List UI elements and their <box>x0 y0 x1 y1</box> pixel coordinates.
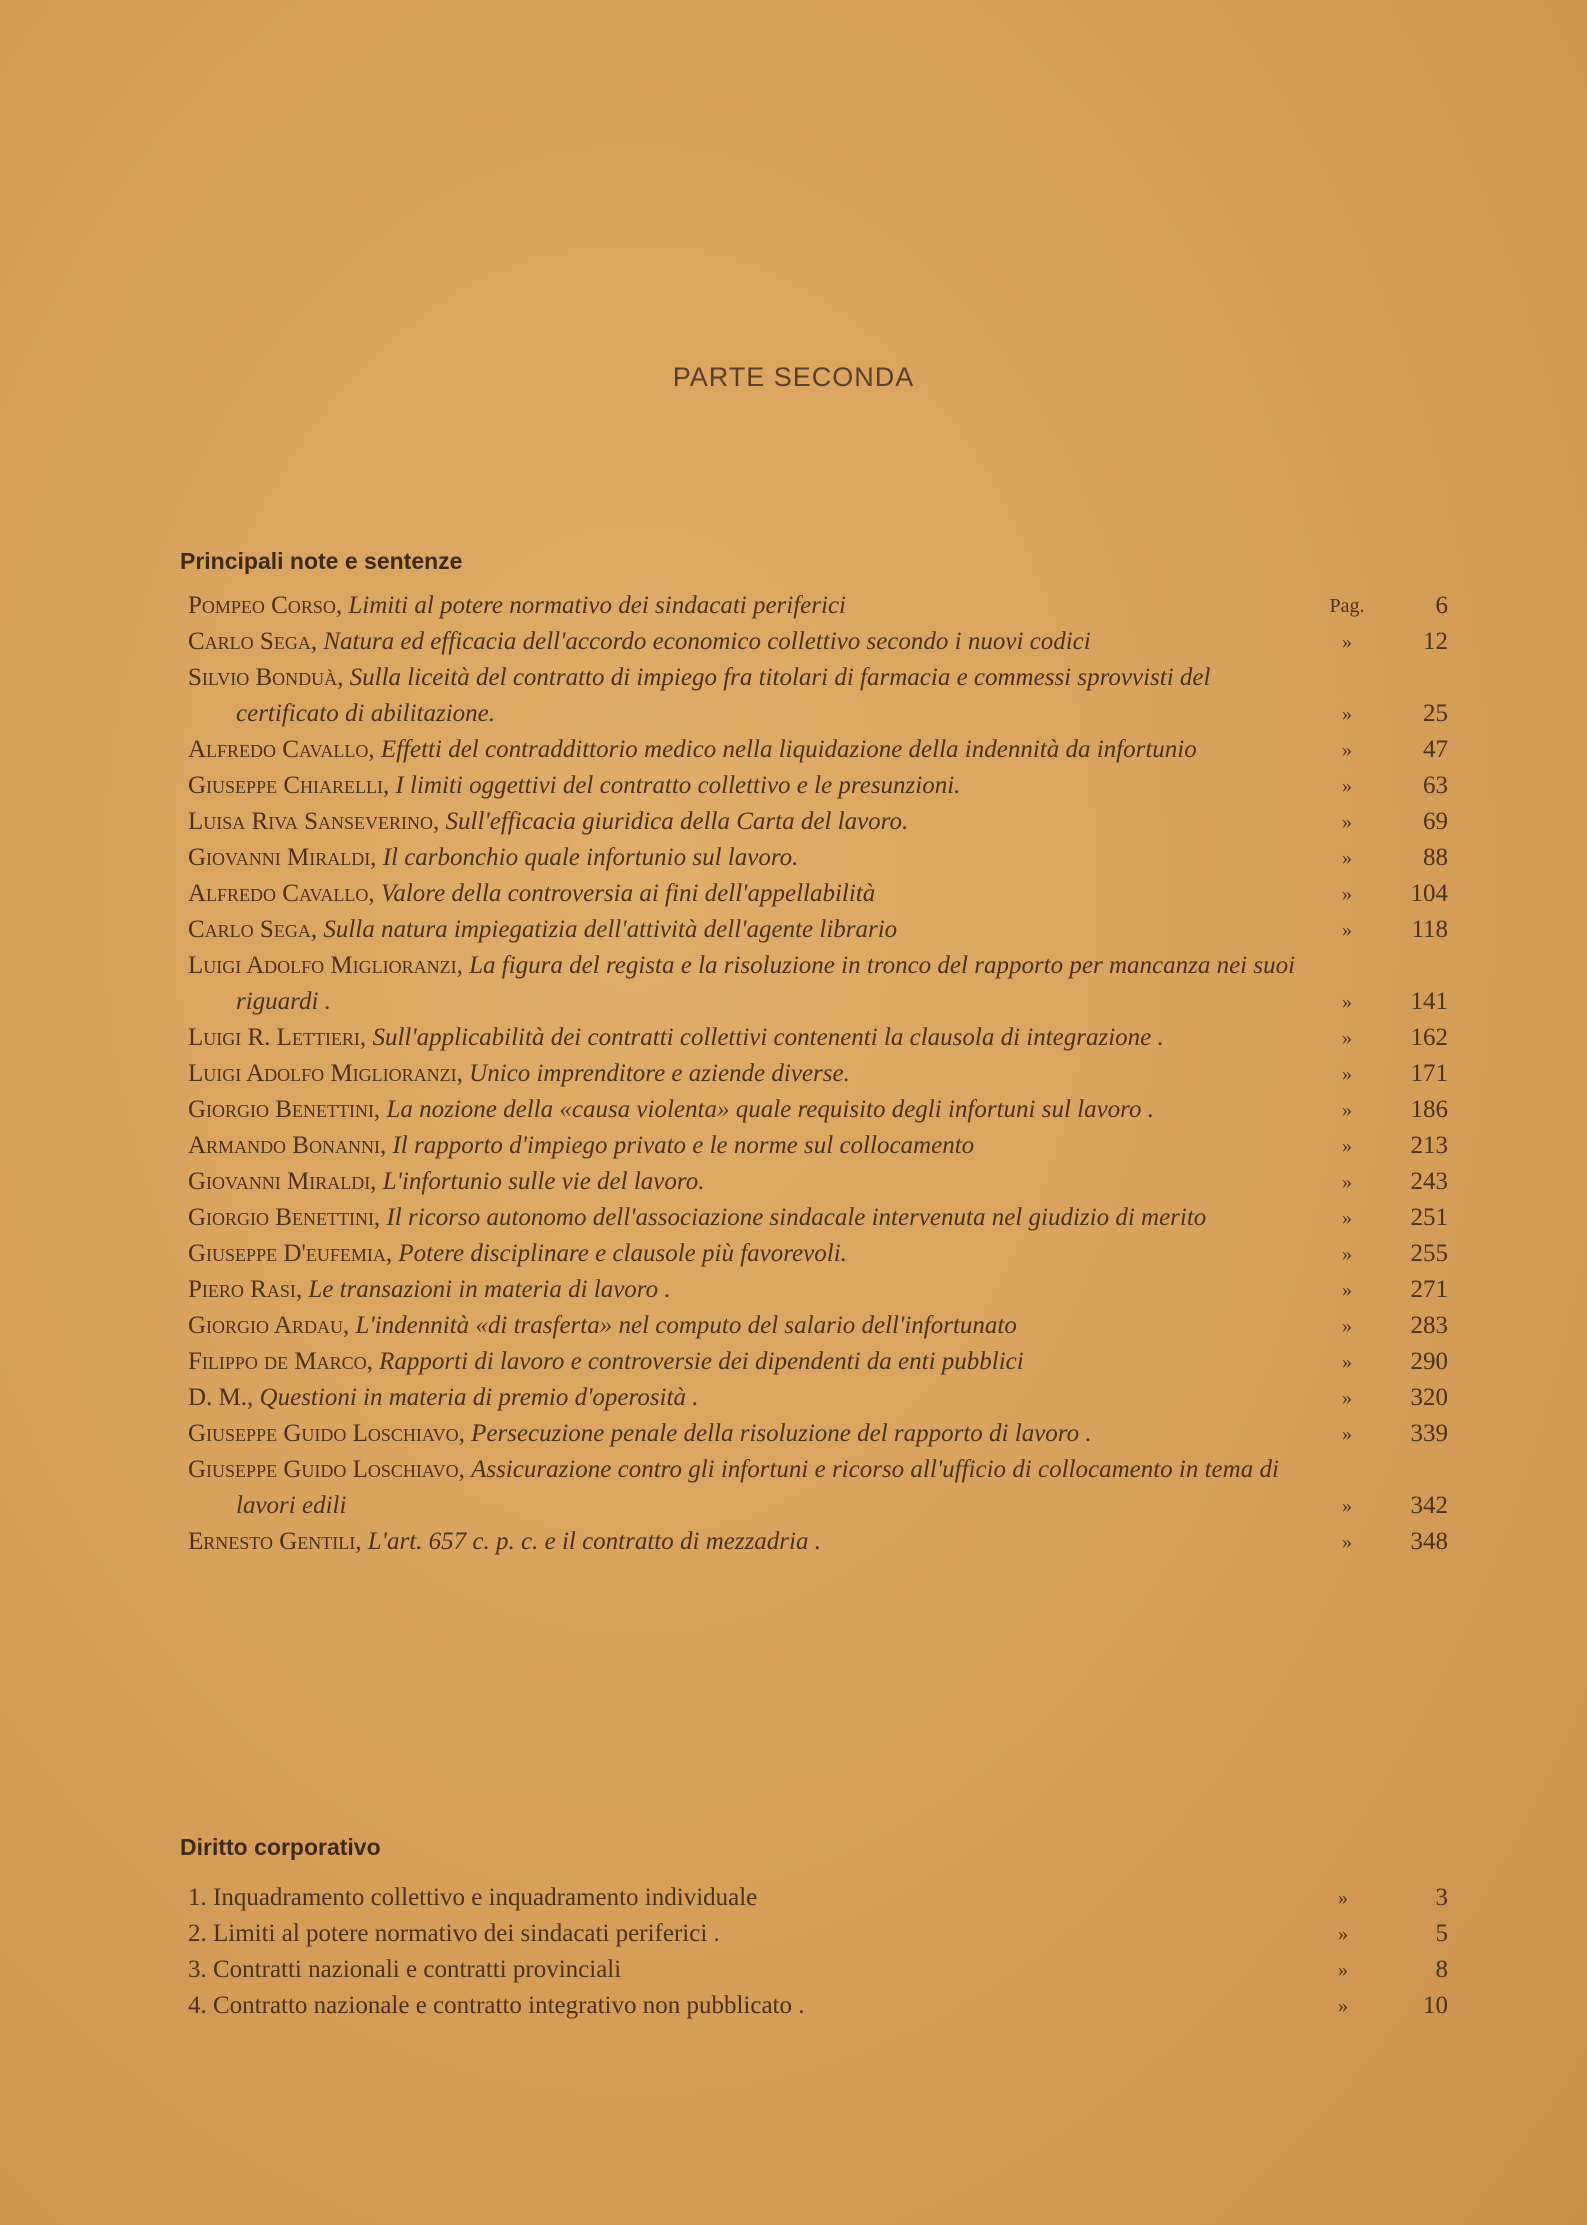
page-marker: » <box>1342 1207 1352 1229</box>
page-marker: » <box>1342 1279 1352 1301</box>
entry-author: Giuseppe D'eufemia, <box>188 1240 393 1267</box>
page-number: 104 <box>1410 880 1449 907</box>
entry-text <box>188 1880 1298 1916</box>
entry-author: Carlo Sega, <box>188 916 318 943</box>
toc-entry <box>188 1380 1448 1416</box>
entry-title: Il carbonchio quale infortunio sul lavoro. <box>382 844 799 871</box>
entry-text <box>188 804 1304 840</box>
entry-author: Pompeo Corso, <box>188 592 343 619</box>
entry-text <box>188 1344 1304 1380</box>
page-number: 271 <box>1410 1276 1449 1303</box>
page-title: PARTE SECONDA <box>672 362 915 392</box>
page-number: 255 <box>1410 1240 1449 1267</box>
corporativo-toc-list <box>188 1880 1448 2024</box>
toc-entry <box>188 1880 1448 1916</box>
toc-entry <box>188 1236 1448 1272</box>
entry-title: Limiti al potere normativo dei sindacati periferici . <box>213 1920 720 1947</box>
page-number: 339 <box>1410 1420 1449 1447</box>
toc-entry <box>188 876 1448 912</box>
page-marker: » <box>1342 1027 1352 1049</box>
page-number: 320 <box>1410 1384 1449 1411</box>
toc-entry <box>188 768 1448 804</box>
page-number: 63 <box>1423 772 1449 799</box>
toc-entry <box>188 660 1448 732</box>
entry-text <box>188 1524 1304 1560</box>
entry-author: Alfredo Cavallo, <box>188 736 375 763</box>
entry-title: La figura del regista e la risoluzione in tronco del rapporto per mancanza nei suoi riguardi . <box>236 952 1296 1015</box>
entry-title: Sulla liceità del contratto di impiego fra titolari di farmacia e commessi sprovvisti del certificato di abilitazione. <box>236 664 1211 727</box>
entry-title: La nozione della «causa violenta» quale requisito degli infortuni sul lavoro . <box>386 1096 1154 1123</box>
page-marker: » <box>1338 1995 1348 2017</box>
page-marker: Pag. <box>1329 595 1365 617</box>
page-number: 348 <box>1410 1528 1449 1555</box>
entry-text <box>188 1380 1304 1416</box>
entry-title: Sulla natura impiegatizia dell'attività dell'agente librario <box>323 916 898 943</box>
entry-author: Giuseppe Chiarelli, <box>188 772 390 799</box>
page-marker: » <box>1338 1923 1348 1945</box>
toc-entry <box>188 1200 1448 1236</box>
notes-toc-list <box>188 588 1448 1560</box>
toc-entry <box>188 1056 1448 1092</box>
page-number: 243 <box>1410 1168 1449 1195</box>
entry-author: Giuseppe Guido Loschiavo, <box>188 1456 465 1483</box>
page-number: 47 <box>1423 736 1449 763</box>
toc-entry <box>188 1020 1448 1056</box>
toc-entry <box>188 1308 1448 1344</box>
entry-text <box>188 768 1304 804</box>
entry-title: Inquadramento collettivo e inquadramento individuale <box>213 1884 758 1911</box>
toc-entry <box>188 1916 1448 1952</box>
entry-text <box>188 1952 1298 1988</box>
entry-text <box>188 1272 1304 1308</box>
entry-text <box>188 1452 1304 1524</box>
page-number: 25 <box>1423 700 1449 727</box>
entry-author: Giovanni Miraldi, <box>188 1168 377 1195</box>
page-marker: » <box>1342 1243 1352 1265</box>
entry-title: Questioni in materia di premio d'operosità . <box>259 1384 699 1411</box>
toc-entry <box>188 1164 1448 1200</box>
entry-author: Giorgio Benettini, <box>188 1204 381 1231</box>
toc-entry <box>188 1344 1448 1380</box>
toc-entry <box>188 912 1448 948</box>
entry-number: 1. <box>188 1884 207 1911</box>
toc-entry <box>188 804 1448 840</box>
entry-number: 4. <box>188 1992 207 2019</box>
entry-title: I limiti oggettivi del contratto collettivo e le presunzioni. <box>395 772 961 799</box>
entry-title: Limiti al potere normativo dei sindacati periferici <box>348 592 846 619</box>
page-marker: » <box>1342 1387 1352 1409</box>
entry-text <box>188 624 1304 660</box>
entry-text <box>188 1988 1298 2024</box>
page-number: 283 <box>1410 1312 1449 1339</box>
entry-title: Persecuzione penale della risoluzione del rapporto di lavoro . <box>471 1420 1092 1447</box>
entry-author: Filippo de Marco, <box>188 1348 373 1375</box>
toc-entry <box>188 1416 1448 1452</box>
entry-title: L'indennità «di trasferta» nel computo del salario dell'infortunato <box>355 1312 1017 1339</box>
page-number: 251 <box>1410 1204 1449 1231</box>
entry-title: Sull'applicabilità dei contratti collettivi contenenti la clausola di integrazione . <box>372 1024 1164 1051</box>
page-marker: » <box>1342 775 1352 797</box>
page-marker: » <box>1342 631 1352 653</box>
toc-entry <box>188 948 1448 1020</box>
entry-author: Luigi Adolfo Miglioranzi, <box>188 1060 463 1087</box>
entry-text <box>188 732 1304 768</box>
entry-text <box>188 1200 1304 1236</box>
entry-title: Contratti nazionali e contratti provinciali <box>213 1956 622 1983</box>
entry-author: Silvio Bonduà, <box>188 664 344 691</box>
entry-title: Assicurazione contro gli infortuni e ricorso all'ufficio di collocamento in tema di lavori edili <box>236 1456 1279 1519</box>
entry-title: Il ricorso autonomo dell'associazione sindacale intervenuta nel giudizio di merito <box>386 1204 1207 1231</box>
entry-number: 2. <box>188 1920 207 1947</box>
toc-entry <box>188 732 1448 768</box>
entry-author: Giuseppe Guido Loschiavo, <box>188 1420 465 1447</box>
page-number: 213 <box>1410 1132 1449 1159</box>
page-marker: » <box>1342 1531 1352 1553</box>
entry-author: Piero Rasi, <box>188 1276 303 1303</box>
entry-author: Carlo Sega, <box>188 628 318 655</box>
entry-text <box>188 912 1304 948</box>
toc-entry <box>188 1128 1448 1164</box>
toc-entry <box>188 1092 1448 1128</box>
entry-title: Contratto nazionale e contratto integrativo non pubblicato . <box>213 1992 805 2019</box>
entry-text <box>188 660 1304 732</box>
toc-entry <box>188 1988 1448 2024</box>
entry-title: Sull'efficacia giuridica della Carta del lavoro. <box>445 808 909 835</box>
page-marker: » <box>1338 1959 1348 1981</box>
entry-author: Giorgio Benettini, <box>188 1096 381 1123</box>
page-marker: » <box>1338 1887 1348 1909</box>
entry-title: Unico imprenditore e aziende diverse. <box>469 1060 850 1087</box>
page-marker: » <box>1342 1315 1352 1337</box>
page-number: 162 <box>1410 1024 1449 1051</box>
section-heading-notes: Principali note e sentenze <box>180 548 463 574</box>
page-number: 88 <box>1423 844 1449 871</box>
page-marker: » <box>1342 1423 1352 1445</box>
page-number: 186 <box>1410 1096 1449 1123</box>
entry-title: Valore della controversia ai fini dell'appellabilità <box>380 880 876 907</box>
entry-title: Rapporti di lavoro e controversie dei dipendenti da enti pubblici <box>379 1348 1024 1375</box>
entry-text <box>188 948 1304 1020</box>
entry-author: D. M., <box>188 1384 254 1411</box>
page-marker: » <box>1342 1063 1352 1085</box>
page-marker: » <box>1342 847 1352 869</box>
page-number: 10 <box>1423 1992 1448 2019</box>
entry-text <box>188 840 1304 876</box>
page-number: 5 <box>1435 1920 1448 1947</box>
page-marker: » <box>1342 991 1352 1013</box>
entry-author: Giorgio Ardau, <box>188 1312 350 1339</box>
page-number: 12 <box>1423 628 1449 655</box>
entry-author: Armando Bonanni, <box>188 1132 387 1159</box>
entry-text <box>188 588 1304 624</box>
page-marker: » <box>1342 1351 1352 1373</box>
entry-text <box>188 1308 1304 1344</box>
entry-author: Giovanni Miraldi, <box>188 844 377 871</box>
entry-title: Potere disciplinare e clausole più favorevoli. <box>398 1240 847 1267</box>
entry-text <box>188 1164 1304 1200</box>
toc-entry <box>188 1452 1448 1524</box>
page-marker: » <box>1342 739 1352 761</box>
entry-text <box>188 876 1304 912</box>
entry-author: Luigi Adolfo Miglioranzi, <box>188 952 463 979</box>
page-number: 290 <box>1410 1348 1449 1375</box>
page-number: 3 <box>1435 1884 1448 1911</box>
page-marker: » <box>1342 703 1352 725</box>
toc-entry <box>188 840 1448 876</box>
entry-number: 3. <box>188 1956 207 1983</box>
page-marker: » <box>1342 919 1352 941</box>
page-marker: » <box>1342 1495 1352 1517</box>
entry-text <box>188 1916 1298 1952</box>
entry-text <box>188 1020 1304 1056</box>
entry-title: L'art. 657 c. p. c. e il contratto di mezzadria . <box>367 1528 821 1555</box>
entry-text <box>188 1092 1304 1128</box>
entry-title: Natura ed efficacia dell'accordo economico collettivo secondo i nuovi codici <box>323 628 1091 655</box>
page-number: 69 <box>1423 808 1449 835</box>
page-number: 171 <box>1410 1060 1449 1087</box>
page-marker: » <box>1342 1099 1352 1121</box>
toc-entry <box>188 1524 1448 1560</box>
toc-entry <box>188 588 1448 624</box>
toc-entry <box>188 1272 1448 1308</box>
entry-author: Luigi R. Lettieri, <box>188 1024 367 1051</box>
page-number: 6 <box>1435 592 1449 619</box>
entry-author: Ernesto Gentili, <box>188 1528 362 1555</box>
entry-author: Luisa Riva Sanseverino, <box>188 808 440 835</box>
entry-title: Le transazioni in materia di lavoro . <box>308 1276 671 1303</box>
entry-text <box>188 1128 1304 1164</box>
entry-text <box>188 1056 1304 1092</box>
entry-title: Effetti del contraddittorio medico nella liquidazione della indennità da infortunio <box>380 736 1197 763</box>
section-heading-corporativo: Diritto corporativo <box>180 1834 381 1860</box>
page-marker: » <box>1342 1135 1352 1157</box>
toc-entry <box>188 624 1448 660</box>
page-marker: » <box>1342 883 1352 905</box>
entry-author: Alfredo Cavallo, <box>188 880 375 907</box>
entry-text <box>188 1236 1304 1272</box>
page-number: 342 <box>1410 1492 1449 1519</box>
toc-entry <box>188 1952 1448 1988</box>
page-marker: » <box>1342 811 1352 833</box>
entry-text <box>188 1416 1304 1452</box>
entry-title: Il rapporto d'impiego privato e le norme sul collocamento <box>392 1132 975 1159</box>
page-number: 8 <box>1435 1956 1448 1983</box>
page-marker: » <box>1342 1171 1352 1193</box>
page-number: 141 <box>1410 988 1449 1015</box>
entry-title: L'infortunio sulle vie del lavoro. <box>382 1168 705 1195</box>
page-number: 118 <box>1411 916 1449 943</box>
